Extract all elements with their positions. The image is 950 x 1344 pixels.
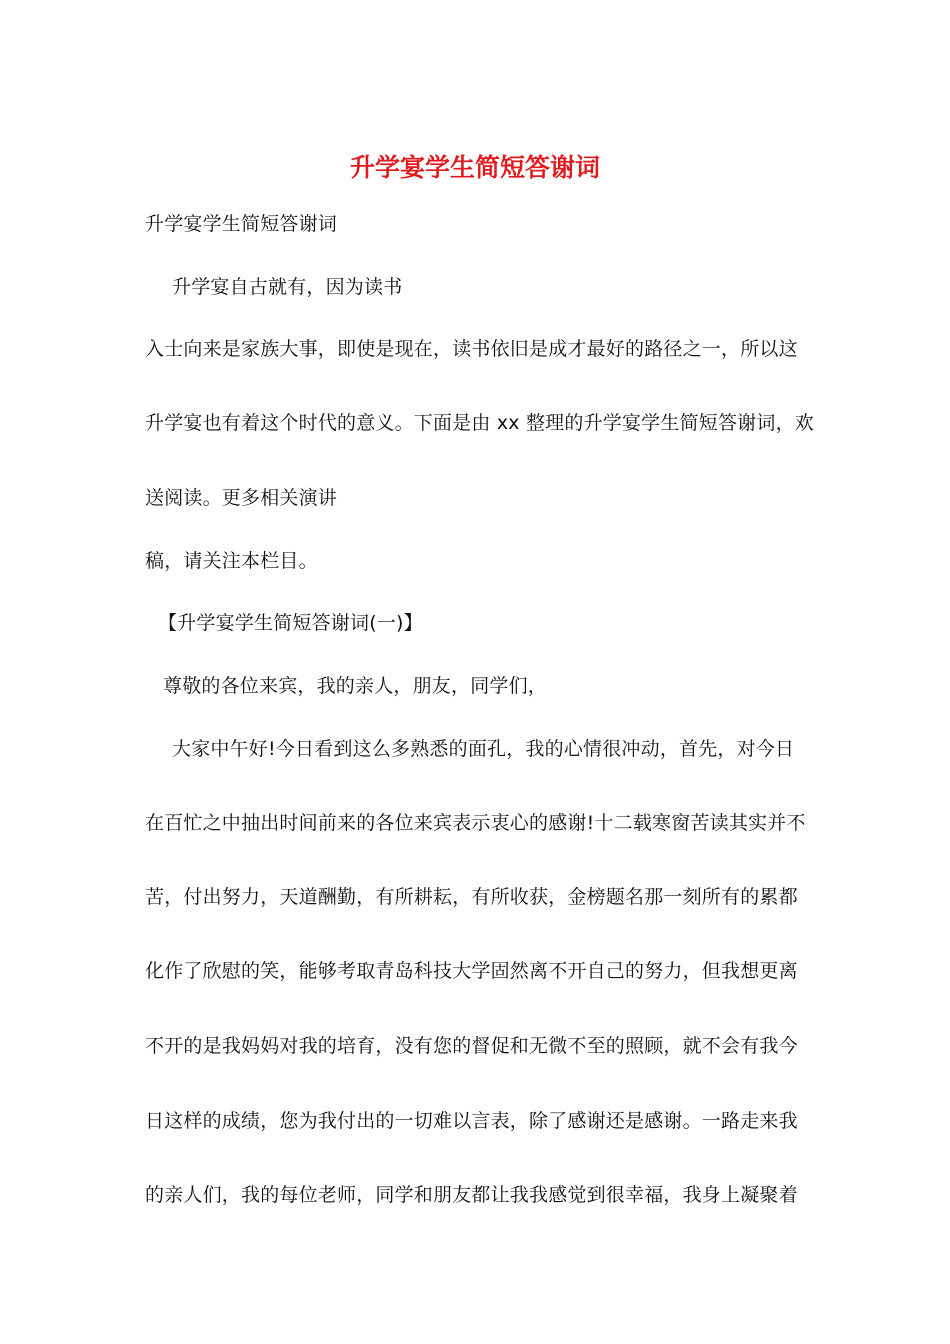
paragraph-line: 送阅读。更多相关演讲: [145, 487, 338, 509]
paragraph-line: 日这样的成绩，您为我付出的一切难以言表，除了感谢还是感谢。一路走来我: [145, 1110, 798, 1132]
paragraph-line: 在百忙之中抽出时间前来的各位来宾表示衷心的感谢!十二载寒窗苦读其实并不: [145, 812, 806, 834]
subtitle-line: 升学宴学生简短答谢词: [145, 213, 338, 235]
paragraph-line: 化作了欣慰的笑，能够考取青岛科技大学固然离不开自己的努力，但我想更离: [145, 960, 798, 982]
salutation-line: 尊敬的各位来宾，我的亲人，朋友，同学们，: [163, 675, 548, 697]
paragraph-line: 入士向来是家族大事，即使是现在，读书依旧是成才最好的路径之一，所以这: [145, 338, 798, 360]
paragraph-line: 苦，付出努力，天道酬勤，有所耕耘，有所收获，金榜题名那一刻所有的累都: [145, 886, 798, 908]
paragraph-line: 升学宴自古就有，因为读书: [172, 276, 403, 298]
paragraph-line: 不开的是我妈妈对我的培育，没有您的督促和无微不至的照顾，就不会有我今: [145, 1035, 798, 1057]
section-heading: 【升学宴学生简短答谢词(一)】: [158, 612, 423, 634]
paragraph-line: 大家中午好!今日看到这么多熟悉的面孔，我的心情很冲动，首先，对今日: [172, 738, 795, 760]
document-title: 升学宴学生简短答谢词: [349, 153, 600, 182]
paragraph-line: 的亲人们，我的每位老师，同学和朋友都让我我感觉到很幸福，我身上凝聚着: [145, 1184, 798, 1206]
paragraph-line: 升学宴也有着这个时代的意义。下面是由 xx 整理的升学宴学生简短答谢词，欢: [145, 412, 814, 434]
paragraph-line: 稿，请关注本栏目。: [145, 550, 318, 572]
